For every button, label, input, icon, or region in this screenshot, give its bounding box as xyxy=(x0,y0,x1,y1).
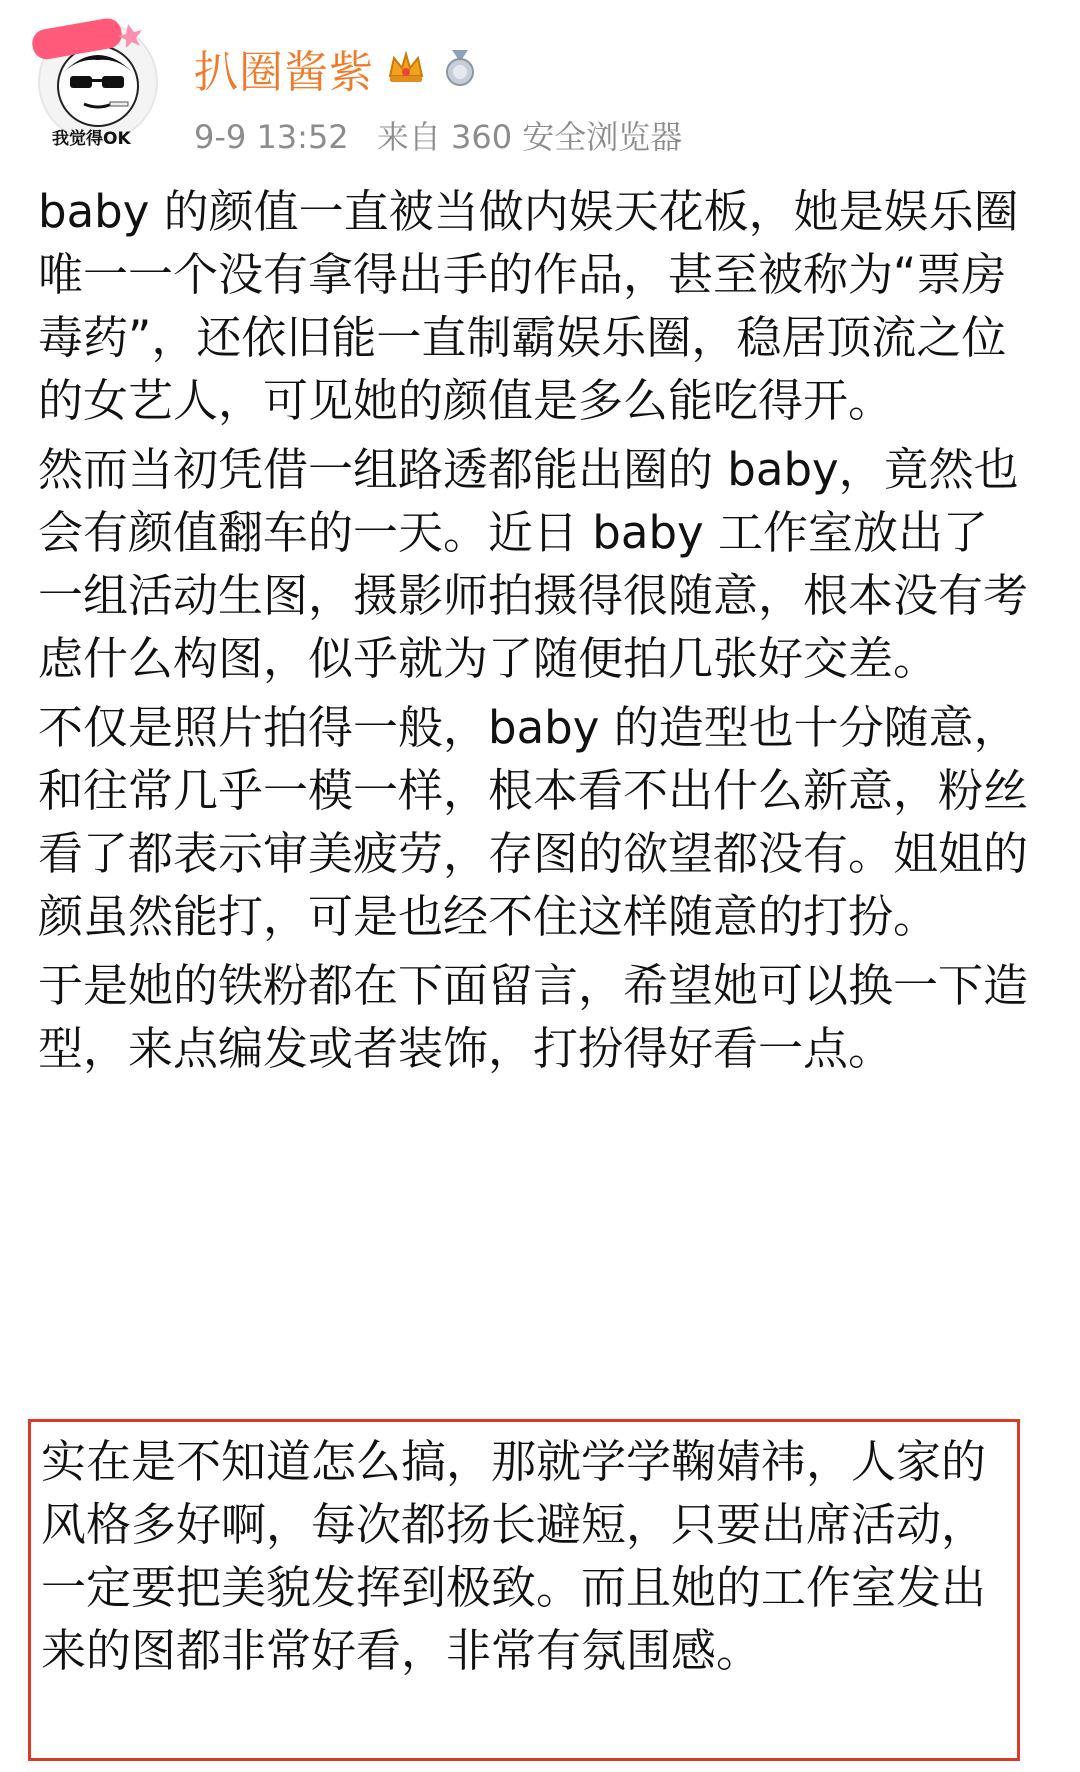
post-source[interactable]: 来自 360 安全浏览器 xyxy=(376,118,683,156)
post-timestamp: 9-9 13:52 xyxy=(194,118,349,156)
paragraph-4: 于是她的铁粉都在下面留言，希望她可以换一下造型，来点编发或者装饰，打扮得好看一点。 xyxy=(38,959,1029,1075)
love-badge-icon xyxy=(30,18,146,60)
post-body xyxy=(38,180,1028,1086)
highlighted-section xyxy=(28,1419,1020,1761)
author-row xyxy=(194,38,482,98)
highlighted-paragraph: 实在是不知道怎么搞，那就学学鞠婧祎，人家的风格多好啊，每次都扬长避短，只要出席活动，一定要把美貌发挥到极致。而且她的工作室发出来的图都非常好看，非常有氛围感。 xyxy=(41,1435,987,1677)
medal-icon[interactable] xyxy=(438,46,482,90)
author-name[interactable]: 扒圈酱紫 xyxy=(194,47,374,98)
avatar-caption: 我觉得OK xyxy=(52,129,131,149)
paragraph-1: baby 的颜值一直被当做内娱天花板，她是娱乐圈唯一一个没有拿得出手的作品，甚至被称为“票房毒药”，还依旧能一直制霸娱乐圈，稳居顶流之位的女艺人，可见她的颜值是多么能吃得开。 xyxy=(38,185,1019,427)
paragraph-2: 然而当初凭借一组路透都能出圈的 baby，竟然也会有颜值翻车的一天。近日 baby 工作室放出了一组活动生图，摄影师拍摄得很随意，根本没有考虑什么构图，似乎就为了随便拍几张好交差。 xyxy=(38,443,1029,685)
post-header xyxy=(0,0,1080,170)
crown-icon[interactable] xyxy=(384,46,428,90)
paragraph-3: 不仅是照片拍得一般，baby 的造型也十分随意，和往常几乎一模一样，根本看不出什么新意，粉丝看了都表示审美疲劳，存图的欲望都没有。姐姐的颜虽然能打，可是也经不住这样随意的打扮。 xyxy=(38,701,1029,943)
post-meta xyxy=(194,112,682,158)
